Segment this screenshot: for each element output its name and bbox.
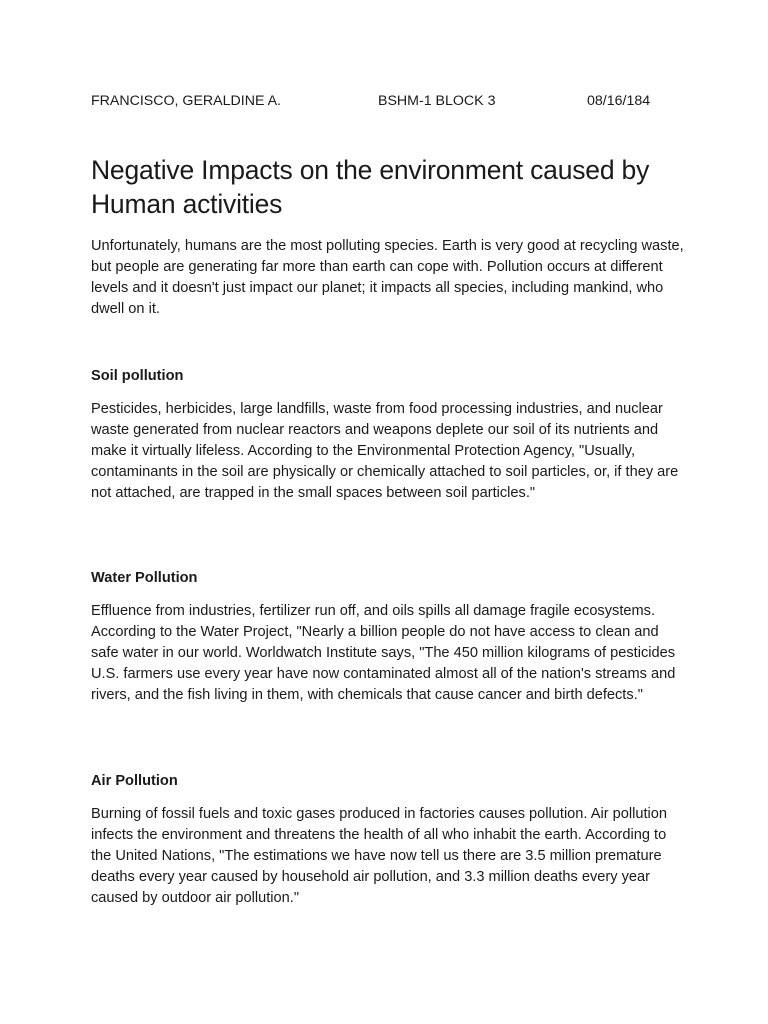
section-body-air: Burning of fossil fuels and toxic gases produced in factories causes pollution. Air pollution infects the environment and threatens the health of all who inhabit the earth. According to the United Nations, "The estimations we have now tell us there are 3.5 million premature deaths every year caused by household air pollution, and 3.3 million deaths every year caused by outdoor air pollution."	[91, 806, 667, 906]
section-heading-air: Air Pollution	[91, 773, 178, 789]
section-body-water: Effluence from industries, fertilizer run off, and oils spills all damage fragile ecosystems. According to the Water Project, "Nearly a billion people do not have access to clean and safe water in our world. Worldwatch Institute says, "The 450 million kilograms of pesticides U.S. farmers use every year have now contaminated almost all of the nation's streams and rivers, and the fish living in them, with chemicals that cause cancer and birth defects."	[91, 603, 676, 703]
section-body-soil: Pesticides, herbicides, large landfills, waste from food processing industries, and nuclear waste generated from nuclear reactors and weapons deplete our soil of its nutrients and make it virtually lifeless. According to the Environmental Protection Agency, "Usually, contaminants in the soil are physically or chemically attached to soil particles, or, if they are not attached, are trapped in the small spaces between soil particles."	[91, 401, 679, 501]
document-date: 08/16/184	[587, 93, 651, 109]
intro-paragraph: Unfortunately, humans are the most polluting species. Earth is very good at recycling waste, but people are generating far more than earth can cope with. Pollution occurs at different levels and it doesn't just impact our planet; it impacts all species, including mankind, who dwell on it.	[91, 238, 684, 317]
student-name: FRANCISCO, GERALDINE A.	[91, 93, 281, 109]
section-heading-water: Water Pollution	[91, 570, 198, 586]
document-title: Negative Impacts on the environment caused by Human activities	[91, 155, 650, 219]
course-block: BSHM-1 BLOCK 3	[378, 93, 496, 109]
section-heading-soil: Soil pollution	[91, 368, 184, 384]
